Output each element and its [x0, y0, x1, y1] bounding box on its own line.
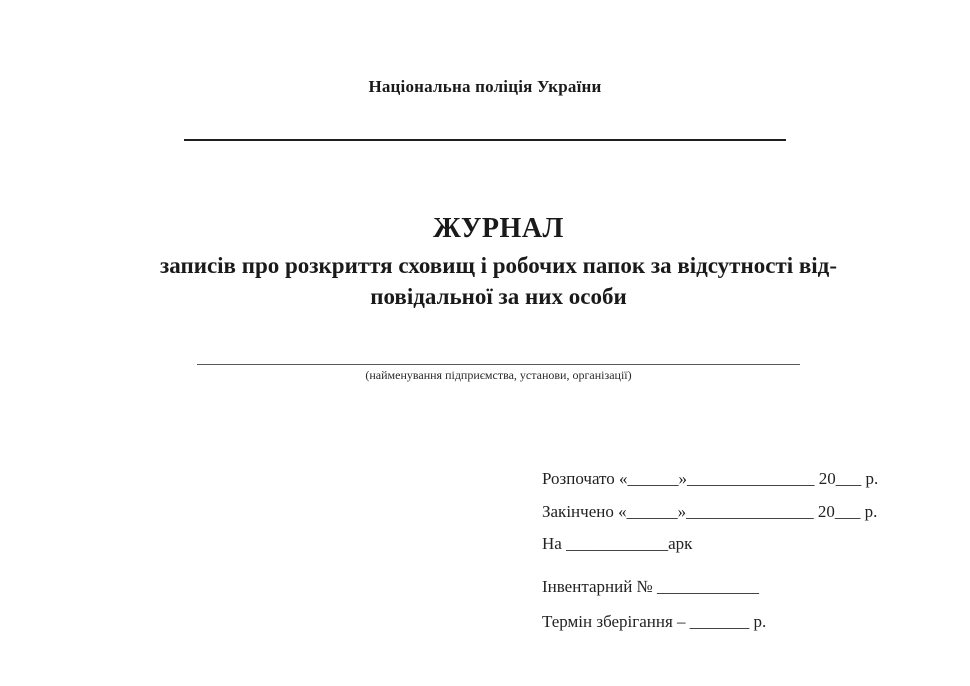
- organization-title: Національна поліція України: [368, 77, 602, 96]
- journal-title: ЖУРНАЛ: [433, 213, 564, 244]
- organization-caption: (найменування підприємства, установи, організації): [365, 368, 632, 382]
- header-rule: [184, 139, 786, 141]
- field-finished: Закінчено «______»_______________ 20___ р.: [542, 502, 878, 521]
- journal-subtitle: [27, 250, 970, 312]
- field-inventory-number: Інвентарний № ____________: [542, 577, 760, 596]
- organization-fill-line: [197, 364, 800, 365]
- field-sheets-count: На ____________арк: [542, 534, 693, 553]
- field-retention-period: Термін зберігання – _______ р.: [542, 612, 767, 631]
- field-started: Розпочато «______»_______________ 20___ р.: [542, 469, 879, 488]
- journal-subtitle-line2: повідальної за них особи: [370, 284, 627, 309]
- journal-subtitle-line1: записів про розкриття сховищ і робочих папок за відсутності від-: [160, 253, 837, 278]
